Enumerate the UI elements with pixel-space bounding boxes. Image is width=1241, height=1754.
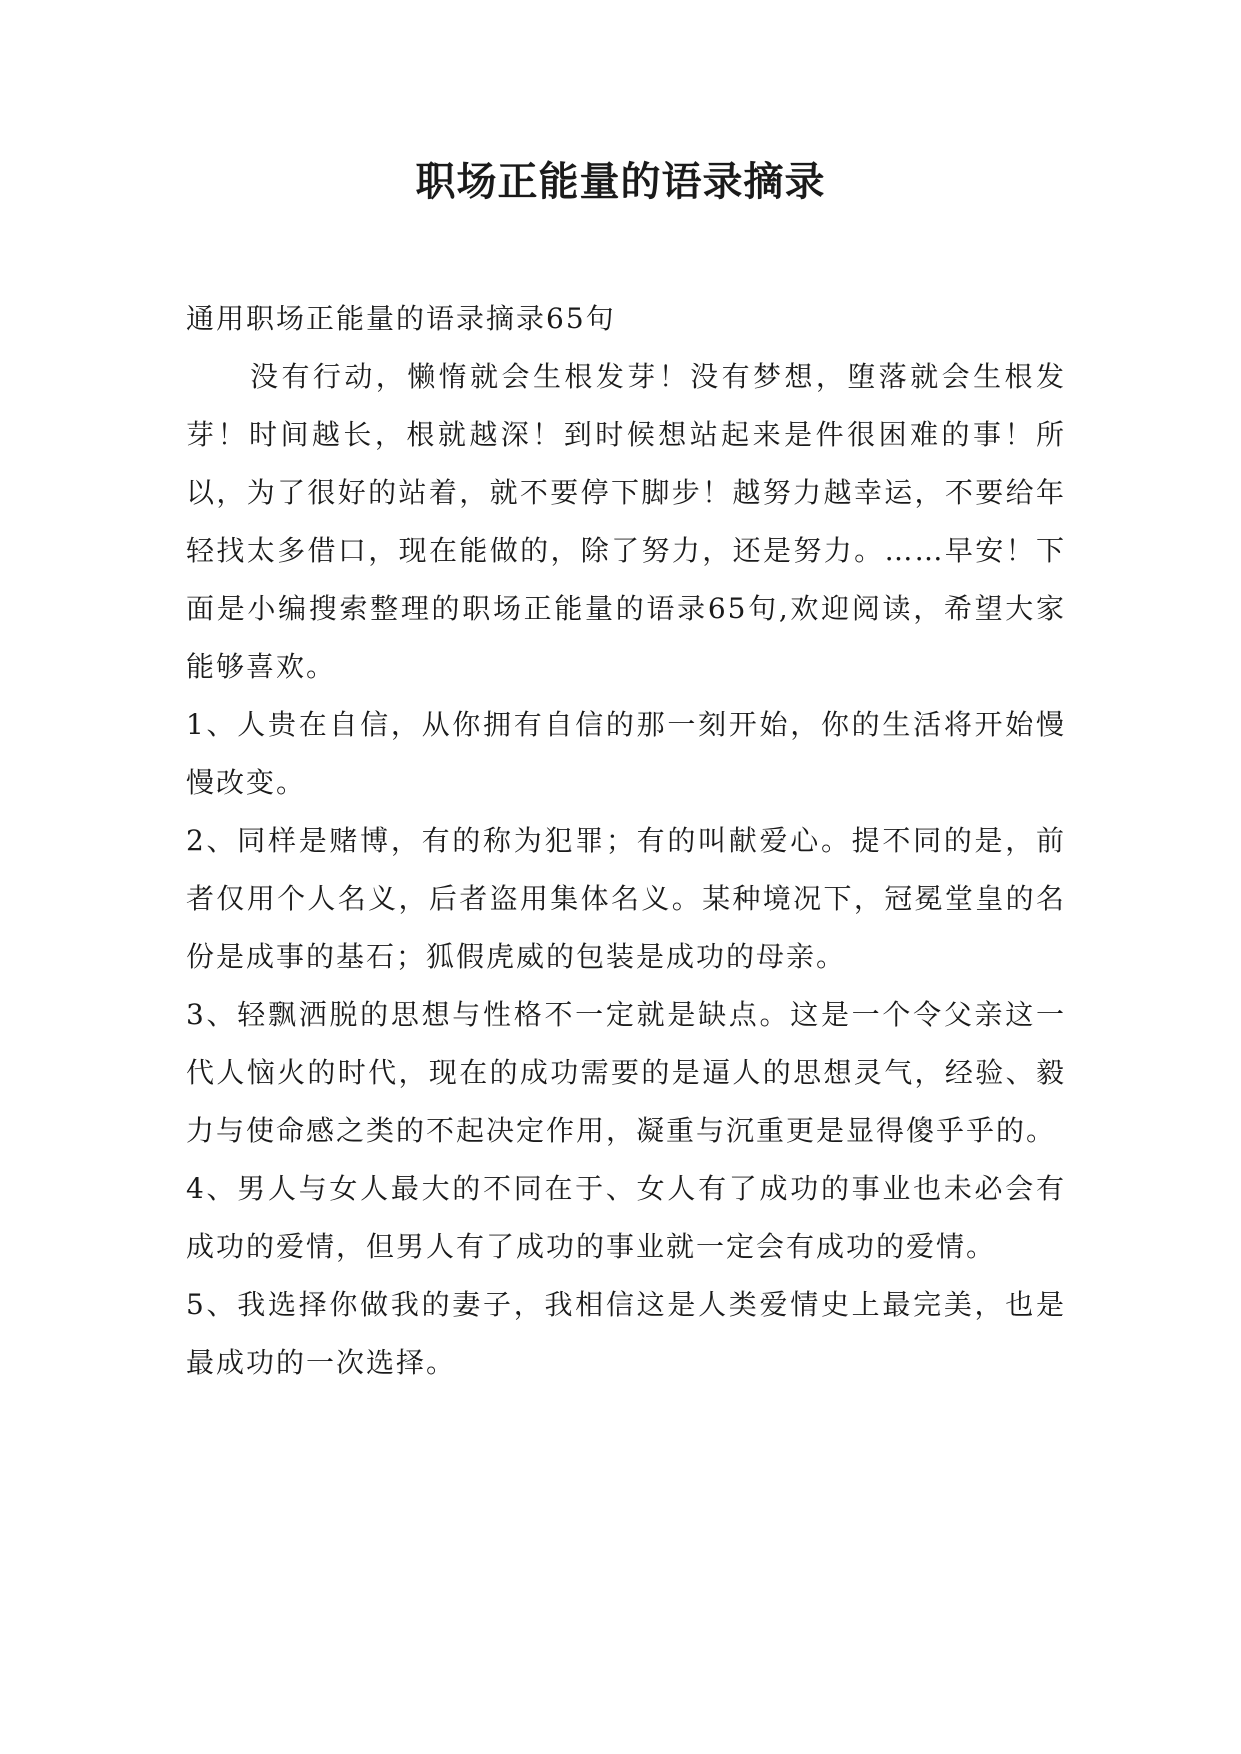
quote-item-1: 1、人贵在自信，从你拥有自信的那一刻开始，你的生活将开始慢慢改变。 xyxy=(186,708,1066,799)
quote-item-5: 5、我选择你做我的妻子，我相信这是人类爱情史上最完美，也是最成功的一次选择。 xyxy=(186,1288,1066,1379)
quote-item-2: 2、同样是赌博，有的称为犯罪；有的叫献爱心。提不同的是，前者仅用个人名义，后者盗用集体名义。某种境况下，冠冕堂皇的名份是成事的基石；狐假虎威的包装是成功的母亲。 xyxy=(186,824,1066,973)
intro-paragraph: 没有行动，懒惰就会生根发芽！没有梦想，堕落就会生根发芽！时间越长，根就越深！到时候想站起来是件很困难的事！所以，为了很好的站着，就不要停下脚步！越努力越幸运，不要给年轻找太多借口，现在能做的，除了努力，还是努力。……早安！下面是小编搜索整理的职场正能量的语录65句,欢迎阅读，希望大家能够喜欢。 xyxy=(186,360,1066,683)
quote-item-4: 4、男人与女人最大的不同在于、女人有了成功的事业也未必会有成功的爱情，但男人有了成功的事业就一定会有成功的爱情。 xyxy=(186,1172,1066,1263)
quote-item-3: 3、轻飘洒脱的思想与性格不一定就是缺点。这是一个令父亲这一代人恼火的时代，现在的成功需要的是逼人的思想灵气，经验、毅力与使命感之类的不起决定作用，凝重与沉重更是显得傻乎乎的。 xyxy=(186,998,1066,1147)
document-title: 职场正能量的语录摘录 xyxy=(415,159,826,205)
document-subtitle: 通用职场正能量的语录摘录65句 xyxy=(186,302,616,335)
document-body xyxy=(186,290,1066,1392)
